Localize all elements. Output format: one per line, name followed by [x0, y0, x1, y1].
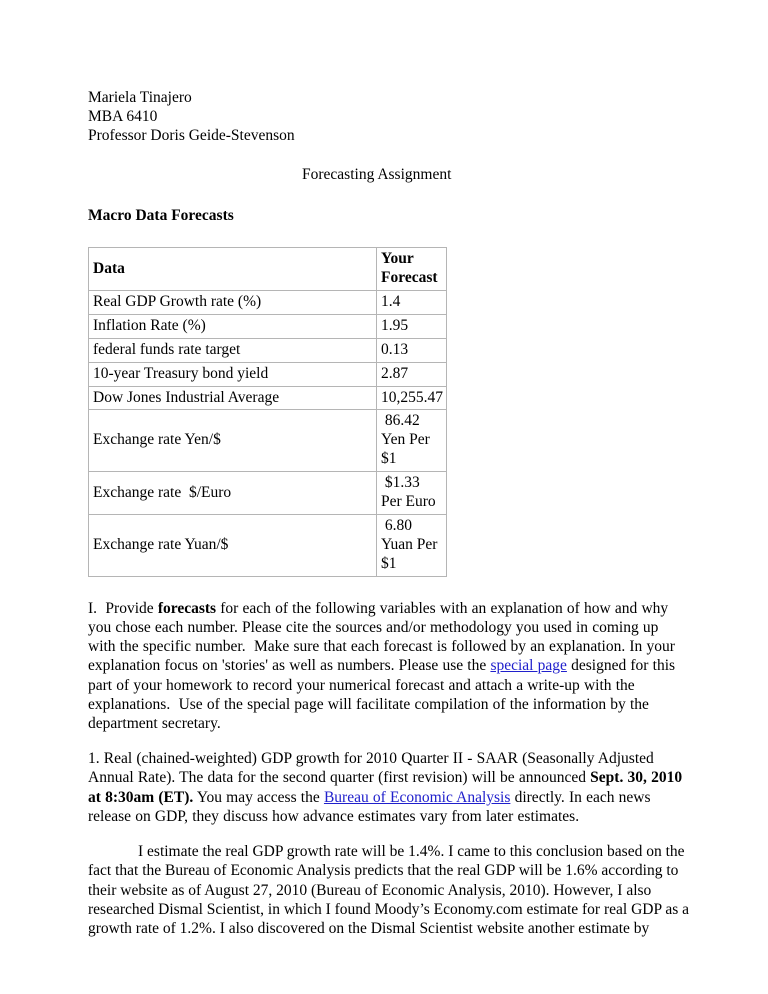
row-label: Dow Jones Industrial Average — [89, 386, 377, 410]
table-row — [89, 472, 447, 515]
instruction-text-3: designed for this part of your homework to record your numerical forecast and attach a write-up with the explanations. Use of the special page will facilitate compilation of the information by the department secretary. — [88, 657, 680, 732]
instruction-paragraph — [88, 599, 690, 734]
row-label: Exchange rate $/Euro — [89, 472, 377, 515]
author-heading-block — [88, 88, 690, 146]
instruction-bold-forecasts: forecasts — [157, 599, 217, 617]
estimate-paragraph: I estimate the real GDP growth rate will be 1.4%. I came to this conclusion based on the fact that the Bureau of Economic Analysis predicts that the real GDP will be 1.6% according to their website as of August 27, 2010 (Bureau of Economic Analysis, 2010). However, I also researched Dismal Scientist, in which I found Moody’s Economy.com estimate for real GDP as a growth rate of 1.2%. I also discovered on the Dismal Scientist website another estimate by — [88, 843, 693, 937]
row-value: 86.42 Yen Per $1 — [377, 410, 447, 472]
item1-paragraph — [88, 749, 690, 826]
bureau-of-economic-analysis-link[interactable]: Bureau of Economic Analysis — [323, 788, 511, 806]
table-row — [89, 410, 447, 472]
spacer — [88, 146, 690, 165]
item1-text-1: 1. Real (chained-weighted) GDP growth for 2010 Quarter II - SAAR (Seasonally Adjusted Annual Rate). The data for the second quarter (first revision) will be announced — [88, 750, 658, 787]
table-row — [89, 514, 447, 576]
spacer — [88, 225, 690, 247]
row-value: 2.87 — [377, 362, 447, 386]
item1-text-3: directly. In each news release on GDP, they discuss how advance estimates vary from later estimates. — [88, 788, 655, 825]
table-row — [89, 362, 447, 386]
row-label: Inflation Rate (%) — [89, 314, 377, 338]
spacer — [88, 184, 690, 206]
column-header-forecast — [377, 248, 447, 291]
instruction-text-2: for each of the following variables with an explanation of how and why you chose each number. Please cite the sources and/or methodology you used in coming up with the specific number. Make sure that each forecast is followed by an explanation. In your explanation focus on 'stories' as well as numbers. Please use the — [88, 599, 680, 675]
table-row — [89, 338, 447, 362]
section-title: Macro Data Forecasts — [88, 206, 234, 224]
macro-forecast-table — [88, 247, 447, 577]
row-label: Exchange rate Yuan/$ — [89, 514, 377, 576]
special-page-link[interactable]: special page — [490, 657, 567, 675]
row-value: 6.80 Yuan Per $1 — [377, 514, 447, 576]
spacer — [88, 826, 690, 842]
column-header-forecast-line2: Forecast — [381, 269, 438, 286]
row-value: 10,255.47 — [377, 386, 447, 410]
professor-name: Professor Doris Geide-Stevenson — [88, 127, 295, 145]
table-row — [89, 290, 447, 314]
table-row — [89, 314, 447, 338]
column-header-forecast-line1: Your — [381, 250, 414, 268]
spacer — [88, 733, 690, 749]
table-row — [89, 386, 447, 410]
course-code: MBA 6410 — [88, 108, 158, 126]
author-name: Mariela Tinajero — [88, 89, 192, 106]
spacer — [88, 577, 690, 599]
document-title: Forecasting Assignment — [302, 165, 452, 183]
row-label: Exchange rate Yen/$ — [89, 410, 377, 472]
column-header-data: Data — [89, 248, 377, 291]
row-value: 1.95 — [377, 314, 447, 338]
row-label: federal funds rate target — [89, 338, 377, 362]
instruction-text-1: I. Provide — [88, 599, 158, 617]
item1-bold-date: Sept. 30, 2010 at 8:30am (ET). — [88, 769, 687, 806]
table-header-row — [89, 248, 447, 291]
row-value: $1.33 Per Euro — [377, 472, 447, 515]
row-value: 0.13 — [377, 338, 447, 362]
item1-text-2: You may access the — [193, 788, 324, 806]
row-label: Real GDP Growth rate (%) — [89, 290, 377, 314]
row-label: 10-year Treasury bond yield — [89, 362, 377, 386]
row-value: 1.4 — [377, 290, 447, 314]
